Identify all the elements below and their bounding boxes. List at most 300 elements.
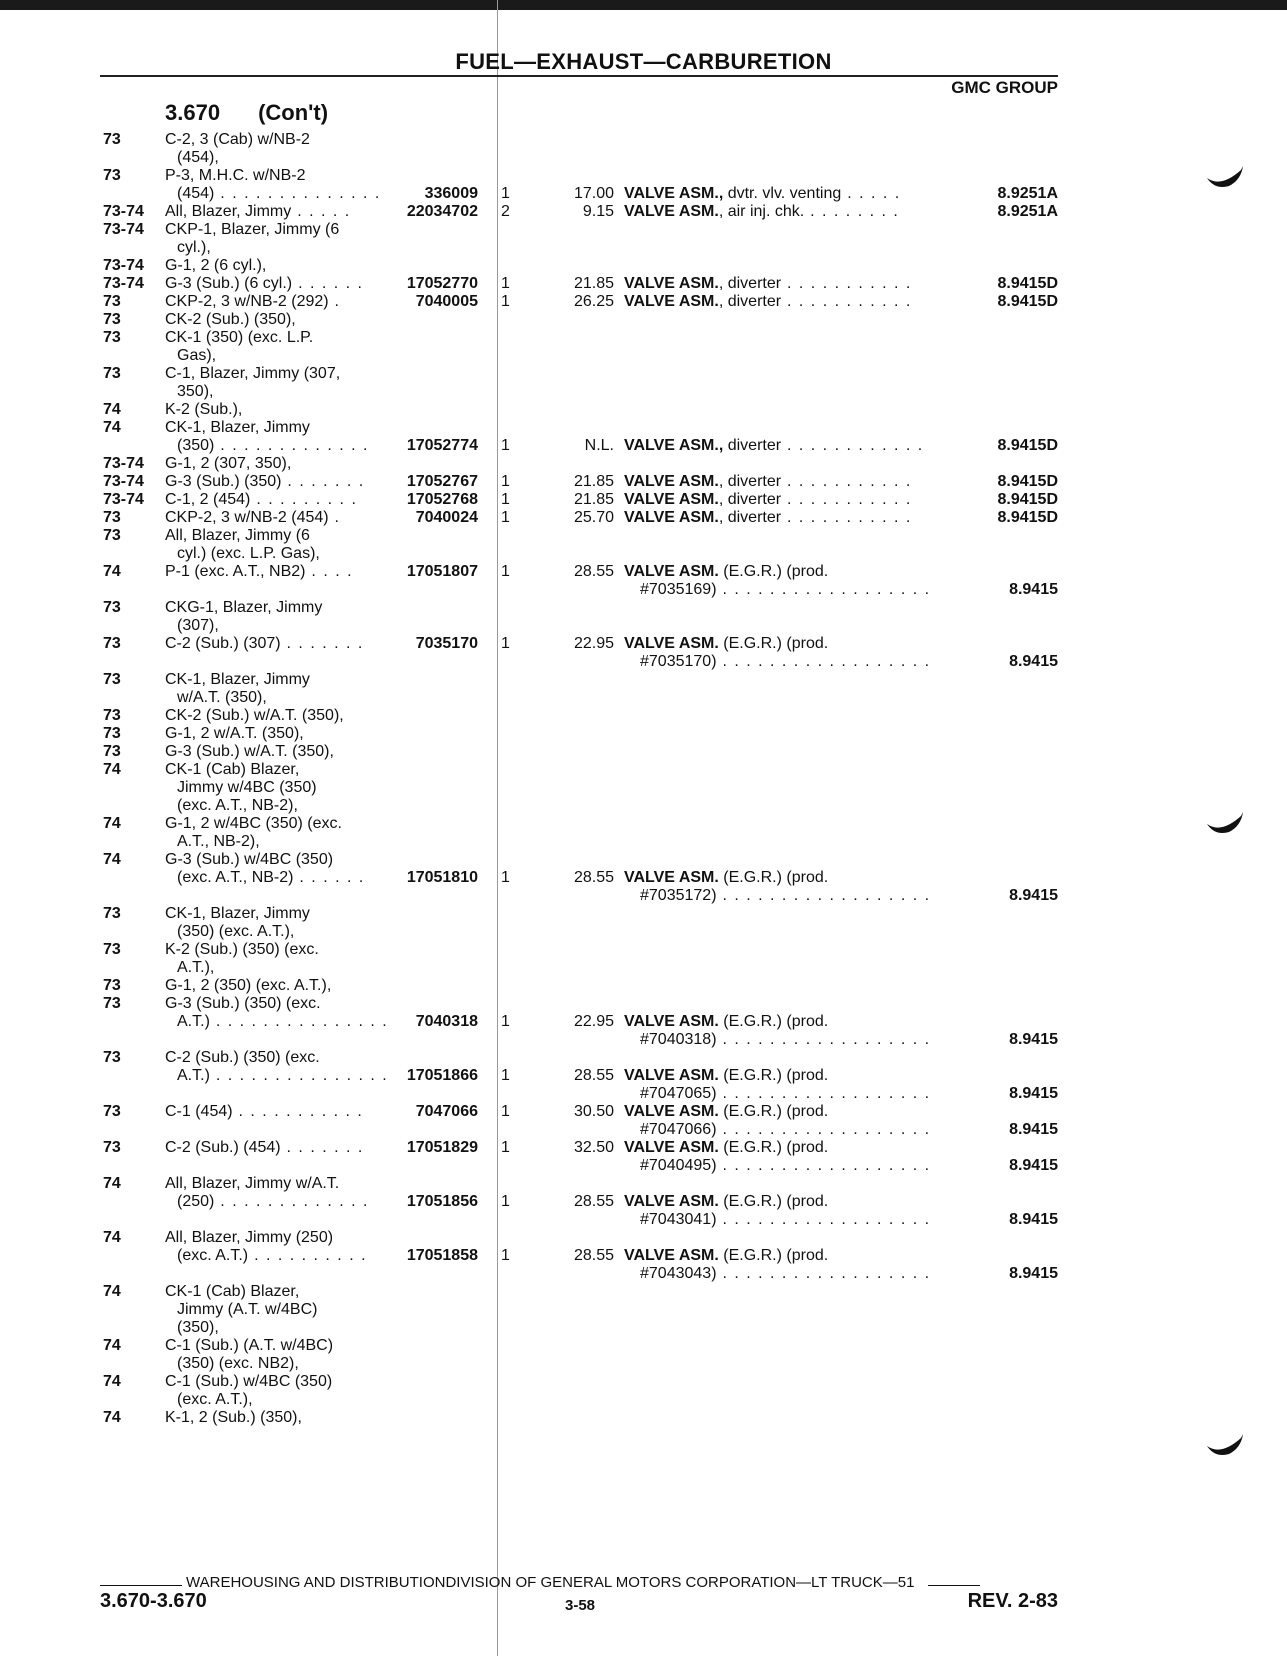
application-text	[165, 1175, 339, 1193]
application-desc: cyl.) (exc. L.P. Gas),	[177, 545, 320, 562]
application-text	[165, 1049, 320, 1067]
part-number: 17052770	[406, 275, 478, 292]
part-name-bold: VALVE ASM.,	[624, 185, 724, 202]
application-desc: CKG-1, Blazer, Jimmy	[165, 599, 323, 616]
application-desc: CKP-2, 3 w/NB-2 (292)	[165, 293, 329, 310]
model-year: 73	[103, 743, 121, 760]
application-text	[177, 545, 320, 563]
price: 28.55	[573, 1193, 614, 1210]
group-number: 8.9415	[1009, 1031, 1058, 1048]
group-number: 8.9251A	[997, 203, 1058, 220]
quantity: 1	[501, 473, 510, 490]
part-name	[624, 1139, 828, 1157]
application-text	[177, 1391, 253, 1409]
application-text	[165, 599, 322, 617]
footer-line	[100, 1574, 980, 1591]
part-name	[624, 869, 828, 887]
application-desc: (exc. A.T., NB-2)	[177, 869, 294, 886]
price: 21.85	[573, 275, 614, 292]
part-name-detail: (E.G.R.) (prod.	[718, 1013, 829, 1030]
application-text	[177, 1301, 317, 1319]
part-number: 17051856	[406, 1193, 478, 1210]
group-number: 8.9415	[1009, 653, 1058, 670]
application-text	[165, 419, 310, 437]
part-name-continued	[640, 581, 931, 599]
model-year: 73-74	[103, 491, 144, 508]
application-text	[165, 401, 242, 419]
part-name-detail: (E.G.R.) (prod.	[718, 1103, 829, 1120]
group-number: 8.9415	[1009, 1211, 1058, 1228]
quantity: 1	[501, 437, 510, 454]
application-desc: C-1 (Sub.) w/4BC (350)	[165, 1373, 333, 1390]
application-text	[165, 473, 365, 491]
part-name-cont: #7047065)	[640, 1085, 717, 1102]
application-desc: CK-1, Blazer, Jimmy	[165, 419, 310, 436]
application-text	[177, 347, 216, 365]
model-year: 73	[103, 131, 121, 148]
application-text	[165, 311, 296, 329]
application-text	[165, 1409, 302, 1427]
model-year: 74	[103, 1283, 121, 1300]
application-text	[177, 923, 294, 941]
leader-dots: . . . . . . . . . . . . . . . . . .	[716, 887, 931, 904]
part-name-detail: , diverter	[718, 509, 782, 526]
application-desc: All, Blazer, Jimmy (250)	[165, 1229, 334, 1246]
leader-dots: . . . . . . . . . . . . . . .	[209, 1013, 389, 1030]
application-desc: CK-1 (Cab) Blazer,	[165, 1283, 300, 1300]
application-desc: G-1, 2 (350) (exc. A.T.),	[165, 977, 332, 994]
application-text	[165, 275, 363, 293]
application-desc: w/A.T. (350),	[177, 689, 267, 706]
application-text	[165, 941, 319, 959]
part-name-continued	[640, 1157, 931, 1175]
price: 28.55	[573, 563, 614, 580]
application-desc: (exc. A.T., NB-2),	[177, 797, 298, 814]
price: N.L.	[584, 437, 614, 454]
quantity: 1	[501, 563, 510, 580]
footer-rule-right	[928, 1585, 980, 1586]
leader-dots: . . . . . . . .	[804, 203, 900, 220]
model-year: 74	[103, 851, 121, 868]
quantity: 1	[501, 491, 510, 508]
price: 28.55	[573, 869, 614, 886]
application-desc: A.T.)	[177, 1067, 210, 1084]
application-text	[165, 563, 353, 581]
model-year: 73	[103, 311, 121, 328]
part-name-continued	[640, 1211, 931, 1229]
part-number: 7035170	[415, 635, 478, 652]
application-text	[165, 635, 364, 653]
group-number: 8.9415	[1009, 1121, 1058, 1138]
application-text	[165, 131, 310, 149]
application-desc: Jimmy (A.T. w/4BC)	[177, 1301, 318, 1318]
part-name-cont: #7047066)	[640, 1121, 717, 1138]
application-text	[177, 1067, 388, 1085]
quantity: 1	[501, 1067, 510, 1084]
application-text	[165, 1373, 332, 1391]
part-name-continued	[640, 1031, 931, 1049]
part-name-bold: VALVE ASM.	[624, 491, 719, 508]
part-name	[624, 1247, 828, 1265]
application-desc: CK-1 (Cab) Blazer,	[165, 761, 300, 778]
part-name-cont: #7035170)	[640, 653, 717, 670]
application-desc: C-2 (Sub.) (307)	[165, 635, 281, 652]
model-year: 73	[103, 977, 121, 994]
application-desc: CK-1, Blazer, Jimmy	[165, 905, 310, 922]
part-number: 17051858	[406, 1247, 478, 1264]
application-desc: K-2 (Sub.),	[165, 401, 243, 418]
part-name-continued	[640, 1085, 931, 1103]
application-desc: P-1 (exc. A.T., NB2)	[165, 563, 306, 580]
application-desc: C-1 (Sub.) (A.T. w/4BC)	[165, 1337, 334, 1354]
part-name-bold: VALVE ASM.	[624, 1067, 719, 1084]
group-number: 8.9415D	[997, 491, 1058, 508]
quantity: 1	[501, 869, 510, 886]
part-name-detail: , air inj. chk.	[718, 203, 805, 220]
part-name-cont: #7035172)	[640, 887, 717, 904]
section-continued: (Con't)	[258, 100, 329, 125]
model-year: 73	[103, 1049, 121, 1066]
leader-dots: . . . . . . . . . . . . . . . . . .	[716, 1265, 931, 1282]
model-year: 73	[103, 707, 121, 724]
model-year: 74	[103, 1337, 121, 1354]
price: 21.85	[573, 473, 614, 490]
application-desc: CK-1 (350) (exc. L.P.	[165, 329, 314, 346]
application-desc: A.T.),	[177, 959, 215, 976]
price: 28.55	[573, 1067, 614, 1084]
part-name-detail: (E.G.R.) (prod.	[718, 563, 829, 580]
model-year: 73	[103, 1103, 121, 1120]
price: 28.55	[573, 1247, 614, 1264]
application-text	[165, 707, 344, 725]
application-text	[177, 869, 365, 887]
part-number: 17052774	[406, 437, 478, 454]
part-number: 17051829	[406, 1139, 478, 1156]
application-desc: (exc. A.T.),	[177, 1391, 253, 1408]
part-name-bold: VALVE ASM.	[624, 473, 719, 490]
leader-dots: . . . . .	[841, 185, 901, 202]
group-number: 8.9415D	[997, 509, 1058, 526]
model-year: 73	[103, 1139, 121, 1156]
binder-hole-mark	[1207, 812, 1243, 834]
application-desc: C-1, 2 (454)	[165, 491, 251, 508]
model-year: 73	[103, 293, 121, 310]
application-text	[177, 833, 260, 851]
part-name	[624, 203, 899, 221]
group-number: 8.9251A	[997, 185, 1058, 202]
part-name-cont: #7043041)	[640, 1211, 717, 1228]
price: 32.50	[573, 1139, 614, 1156]
part-name-detail: , diverter	[718, 491, 782, 508]
part-name-detail: diverter	[723, 437, 782, 454]
part-name	[624, 437, 924, 455]
application-desc: CK-1, Blazer, Jimmy	[165, 671, 310, 688]
part-name	[624, 293, 912, 311]
model-year: 73	[103, 167, 121, 184]
application-text	[177, 959, 214, 977]
application-desc: CKP-2, 3 w/NB-2 (454)	[165, 509, 329, 526]
application-desc: (250)	[177, 1193, 215, 1210]
part-number: 17051807	[406, 563, 478, 580]
application-desc: C-1 (454)	[165, 1103, 233, 1120]
part-name-detail: dvtr. vlv. venting	[723, 185, 842, 202]
part-name-bold: VALVE ASM.	[624, 275, 719, 292]
application-desc: G-3 (Sub.) w/A.T. (350),	[165, 743, 334, 760]
model-year: 73	[103, 635, 121, 652]
application-desc: Gas),	[177, 347, 217, 364]
leader-dots: . . . . . . .	[281, 473, 365, 490]
leader-dots: . . . . . . . . . . . . . . . . . .	[716, 1121, 931, 1138]
footer-rule-left	[100, 1585, 182, 1586]
application-text	[165, 1229, 333, 1247]
application-text	[165, 995, 321, 1013]
footer-revision: REV. 2-83	[967, 1590, 1058, 1612]
quantity: 1	[501, 185, 510, 202]
group-number: 8.9415D	[997, 437, 1058, 454]
quantity: 1	[501, 635, 510, 652]
application-text	[165, 851, 333, 869]
part-number: 17051866	[406, 1067, 478, 1084]
section-heading	[165, 100, 328, 126]
quantity: 1	[501, 275, 510, 292]
model-year: 74	[103, 1373, 121, 1390]
application-text	[165, 455, 291, 473]
part-name-detail: (E.G.R.) (prod.	[718, 1193, 829, 1210]
quantity: 1	[501, 1103, 510, 1120]
part-number: 17052768	[406, 491, 478, 508]
part-name	[624, 185, 901, 203]
group-number: 8.9415D	[997, 275, 1058, 292]
application-text	[165, 725, 304, 743]
leader-dots: . . . . . . . . . . . . . . . . . .	[716, 581, 931, 598]
leader-dots: . . . . . . . . . . .	[781, 509, 912, 526]
application-desc: G-1, 2 w/4BC (350) (exc.	[165, 815, 342, 832]
part-name	[624, 509, 912, 527]
part-name-cont: #7043043)	[640, 1265, 717, 1282]
model-year: 73	[103, 509, 121, 526]
quantity: 1	[501, 293, 510, 310]
top-border	[0, 0, 1287, 10]
application-desc: K-1, 2 (Sub.) (350),	[165, 1409, 302, 1426]
part-name-bold: VALVE ASM.	[624, 635, 719, 652]
group-number: 8.9415	[1009, 1265, 1058, 1282]
application-desc: CKP-1, Blazer, Jimmy (6	[165, 221, 340, 238]
application-text	[177, 185, 381, 203]
model-year: 73	[103, 599, 121, 616]
application-desc: All, Blazer, Jimmy w/A.T.	[165, 1175, 340, 1192]
model-year: 73	[103, 725, 121, 742]
application-desc: Jimmy w/4BC (350)	[177, 779, 317, 796]
quantity: 1	[501, 509, 510, 526]
application-text	[165, 761, 299, 779]
application-desc: cyl.),	[177, 239, 211, 256]
application-desc: (350) (exc. A.T.),	[177, 923, 295, 940]
application-text	[165, 815, 342, 833]
application-text	[177, 437, 369, 455]
model-year: 74	[103, 1175, 121, 1192]
price: 26.25	[573, 293, 614, 310]
application-desc: (exc. A.T.)	[177, 1247, 249, 1264]
part-name	[624, 635, 828, 653]
application-desc: C-2 (Sub.) (350) (exc.	[165, 1049, 320, 1066]
leader-dots: . . . . . . . . . . . . . . . . . .	[716, 1211, 931, 1228]
model-year: 74	[103, 419, 121, 436]
section-number: 3.670	[165, 100, 221, 125]
leader-dots: . . . . . . .	[280, 1139, 364, 1156]
part-name-cont: #7035169)	[640, 581, 717, 598]
application-text	[177, 383, 213, 401]
application-text	[165, 905, 310, 923]
application-text	[177, 1247, 367, 1265]
part-name-bold: VALVE ASM.	[624, 1103, 719, 1120]
part-number: 17052767	[406, 473, 478, 490]
application-text	[177, 689, 267, 707]
model-year: 73-74	[103, 221, 144, 238]
model-year: 73-74	[103, 275, 144, 292]
quantity: 1	[501, 1247, 510, 1264]
leader-dots: . . . . . . . . .	[250, 491, 358, 508]
application-text	[165, 167, 305, 185]
application-desc: A.T., NB-2),	[177, 833, 260, 850]
part-name	[624, 275, 912, 293]
part-number: 7040005	[415, 293, 478, 310]
part-number: 336009	[424, 185, 478, 202]
application-text	[165, 365, 340, 383]
part-name-bold: VALVE ASM.	[624, 293, 719, 310]
leader-dots: . . . . . . . . . . .	[781, 491, 912, 508]
leader-dots: . . . . . . . . . . . . .	[214, 437, 369, 454]
application-text	[177, 617, 219, 635]
leader-dots: .	[328, 293, 341, 310]
leader-dots: . . . . . . .	[280, 635, 364, 652]
model-year: 73	[103, 905, 121, 922]
footer-text: WAREHOUSING AND DISTRIBUTIONDIVISION OF GENERAL MOTORS CORPORATION—LT TRUCK—51	[186, 1574, 915, 1591]
application-text	[165, 1283, 299, 1301]
application-desc: G-1, 2 w/A.T. (350),	[165, 725, 304, 742]
part-name	[624, 563, 828, 581]
application-desc: CK-2 (Sub.) w/A.T. (350),	[165, 707, 344, 724]
application-desc: C-2, 3 (Cab) w/NB-2	[165, 131, 310, 148]
binder-hole-mark	[1207, 1434, 1243, 1456]
part-name-bold: VALVE ASM.	[624, 869, 719, 886]
application-text	[165, 293, 341, 311]
model-year: 73	[103, 527, 121, 544]
model-year: 74	[103, 761, 121, 778]
application-desc: G-3 (Sub.) (350)	[165, 473, 282, 490]
model-year: 73	[103, 329, 121, 346]
leader-dots: . . . . . . . . . . . . . .	[214, 185, 381, 202]
application-desc: C-1, Blazer, Jimmy (307,	[165, 365, 341, 382]
group-label: GMC GROUP	[951, 78, 1058, 97]
leader-dots: . . . . . . . . . . . . . . . . . .	[716, 1157, 931, 1174]
quantity: 2	[501, 203, 510, 220]
model-year: 73	[103, 671, 121, 688]
model-year: 73-74	[103, 473, 144, 490]
model-year: 73-74	[103, 203, 144, 220]
title-rule	[100, 75, 1058, 77]
model-year: 73	[103, 995, 121, 1012]
leader-dots: . . . . . . . . . . .	[781, 275, 912, 292]
part-name	[624, 1103, 828, 1121]
application-desc: P-3, M.H.C. w/NB-2	[165, 167, 306, 184]
application-text	[165, 221, 339, 239]
price: 9.15	[582, 203, 614, 220]
binder-hole-mark	[1207, 166, 1243, 188]
leader-dots: . . . . . . . . . . . . . . . . . .	[716, 653, 931, 670]
application-desc: All, Blazer, Jimmy	[165, 203, 292, 220]
application-text	[165, 491, 357, 509]
leader-dots: . . . . . . . . . . .	[232, 1103, 364, 1120]
part-number: 7040318	[415, 1013, 478, 1030]
leader-dots: . . . . . .	[292, 275, 364, 292]
price: 25.70	[573, 509, 614, 526]
part-name-detail: , diverter	[718, 275, 782, 292]
application-text	[165, 257, 266, 275]
application-text	[165, 1337, 333, 1355]
part-name	[624, 1193, 828, 1211]
application-text	[177, 1193, 369, 1211]
part-name-bold: VALVE ASM.	[624, 1139, 719, 1156]
part-name	[624, 1067, 828, 1085]
application-text	[177, 1319, 219, 1337]
model-year: 74	[103, 1229, 121, 1246]
group-number: 8.9415	[1009, 581, 1058, 598]
footer-section-range: 3.670-3.670	[100, 1590, 207, 1612]
application-desc: G-3 (Sub.) (350) (exc.	[165, 995, 321, 1012]
application-text	[177, 149, 219, 167]
application-desc: A.T.)	[177, 1013, 210, 1030]
part-name-bold: VALVE ASM.	[624, 203, 719, 220]
group-number: 8.9415	[1009, 1085, 1058, 1102]
leader-dots: . . . . . . . . . . . .	[781, 437, 924, 454]
application-text	[177, 797, 298, 815]
part-name-continued	[640, 653, 931, 671]
application-text	[165, 1103, 363, 1121]
part-name-bold: VALVE ASM.	[624, 1013, 719, 1030]
application-desc: K-2 (Sub.) (350) (exc.	[165, 941, 319, 958]
model-year: 73	[103, 365, 121, 382]
part-name-detail: (E.G.R.) (prod.	[718, 869, 829, 886]
application-desc: (307),	[177, 617, 219, 634]
application-desc: G-3 (Sub.) w/4BC (350)	[165, 851, 334, 868]
part-number: 7040024	[415, 509, 478, 526]
price: 22.95	[573, 635, 614, 652]
leader-dots: . . . . . .	[293, 869, 365, 886]
application-text	[165, 527, 310, 545]
model-year: 74	[103, 401, 121, 418]
leader-dots: . . . . . . . . . . . . . . .	[209, 1067, 389, 1084]
part-name-detail: (E.G.R.) (prod.	[718, 635, 829, 652]
leader-dots: . . . . . . . . . . . . . . . . . .	[716, 1085, 931, 1102]
application-desc: (350),	[177, 1319, 219, 1336]
part-number: 17051810	[406, 869, 478, 886]
application-text	[165, 671, 310, 689]
part-name	[624, 473, 912, 491]
footer-page-number: 3-58	[565, 1597, 596, 1614]
leader-dots: . . . . . . . . . . . . .	[214, 1193, 369, 1210]
application-text	[177, 779, 317, 797]
part-name-continued	[640, 1265, 931, 1283]
part-name-bold: VALVE ASM.	[624, 1247, 719, 1264]
column-divider	[497, 0, 498, 1656]
application-text	[165, 329, 313, 347]
part-name-detail: (E.G.R.) (prod.	[718, 1067, 829, 1084]
leader-dots: . . . .	[305, 563, 354, 580]
quantity: 1	[501, 1013, 510, 1030]
group-number: 8.9415	[1009, 1157, 1058, 1174]
part-name-detail: (E.G.R.) (prod.	[718, 1247, 829, 1264]
price: 30.50	[573, 1103, 614, 1120]
